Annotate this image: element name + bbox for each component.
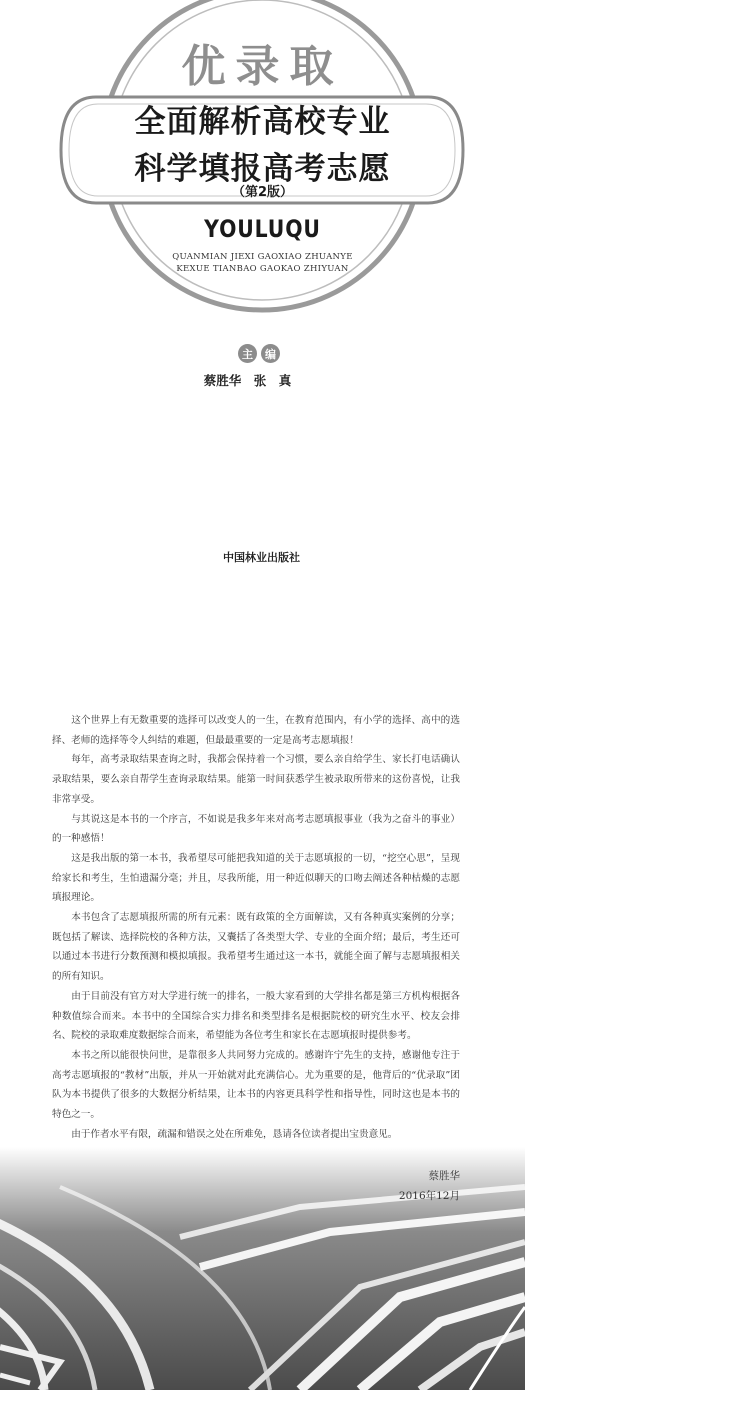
road-background-image [0,1147,525,1390]
preface-text [52,711,460,1144]
brand-english: YOULUQU [204,215,321,243]
editor-names: 蔡胜华 张 真 [203,373,292,388]
brand-chinese: 优录取 [181,41,344,92]
preface-paragraph: 本书之所以能很快问世，是靠很多人共同努力完成的。感谢许宁先生的支持，感谢他专注于高考志愿填报的“教材”出版，并从一开始就对此充满信心。尤为重要的是，他背后的“优录取”团队为本书提供了很多的大数据分析结果，让本书的内容更具科学性和指导性，同时这也是本书的特色之一。 [52,1049,460,1121]
preface-paragraph: 由于目前没有官方对大学进行统一的排名，一般大家看到的大学排名都是第三方机构根据各种数值综合而来。本书中的全国综合实力排名和类型排名是根据院校的研究生水平、校友会排名、院校的录取难度数据综合而来，希望能为各位考生和家长在志愿填报时提供参考。 [52,990,460,1042]
preface-paragraph: 本书包含了志愿填报所需的所有元素：既有政策的全方面解读，又有各种真实案例的分享；既包括了解读、选择院校的各种方法，又囊括了各类型大学、专业的全面介绍；最后，考生还可以通过本书进行分数预测和模拟填报。我希望考生通过这一本书，就能全面了解与志愿填报相关的所有知识。 [52,912,460,983]
preface-page [0,665,525,1390]
preface-date: 2016年12月 [398,1190,460,1202]
preface-paragraph: 每年，高考录取结果查询之时，我都会保持着一个习惯，要么亲自给学生、家长打电话确认录取结果，要么亲自帮学生查询录取结果。能第一时间获悉学生被录取所带来的这份喜悦，让我非常享受。 [52,754,460,805]
subtitle-english-line-2: KEXUE TIANBAO GAOKAO ZHIYUAN [176,264,349,274]
book-title-line-2: 科学填报高考志愿 [134,151,391,187]
book-title-line-1: 全面解析高校专业 [134,104,391,140]
editor-badge-zhu: 主 [238,344,257,363]
preface-paragraph: 与其说这是本书的一个序言，不如说是我多年来对高考志愿填报事业（我为之奋斗的事业）的一种感悟！ [52,813,460,845]
preface-paragraph: 这个世界上有无数重要的选择可以改变人的一生，在教育范围内，有小学的选择、高中的选择、老师的选择等令人纠结的难题，但最最重要的一定是高考志愿填报！ [52,715,460,746]
cover-page [0,0,525,660]
edition-label: （第2版） [231,185,294,200]
preface-paragraph: 这是我出版的第一本书，我希望尽可能把我知道的关于志愿填报的一切，“挖空心思”，呈现给家长和考生，生怕遗漏分毫；并且，尽我所能，用一种近似聊天的口吻去阐述各种枯燥的志愿填报理论。 [52,852,460,904]
editor-badge-bian: 编 [261,344,280,363]
chief-editor-label [238,344,280,363]
preface-paragraph: 由于作者水平有限，疏漏和错误之处在所难免，恳请各位读者提出宝贵意见。 [71,1128,398,1140]
subtitle-english-line-1: QUANMIAN JIEXI GAOXIAO ZHUANYE [172,252,353,262]
preface-signature: 蔡胜华 [428,1170,460,1182]
publisher-name: 中国林业出版社 [223,551,300,564]
